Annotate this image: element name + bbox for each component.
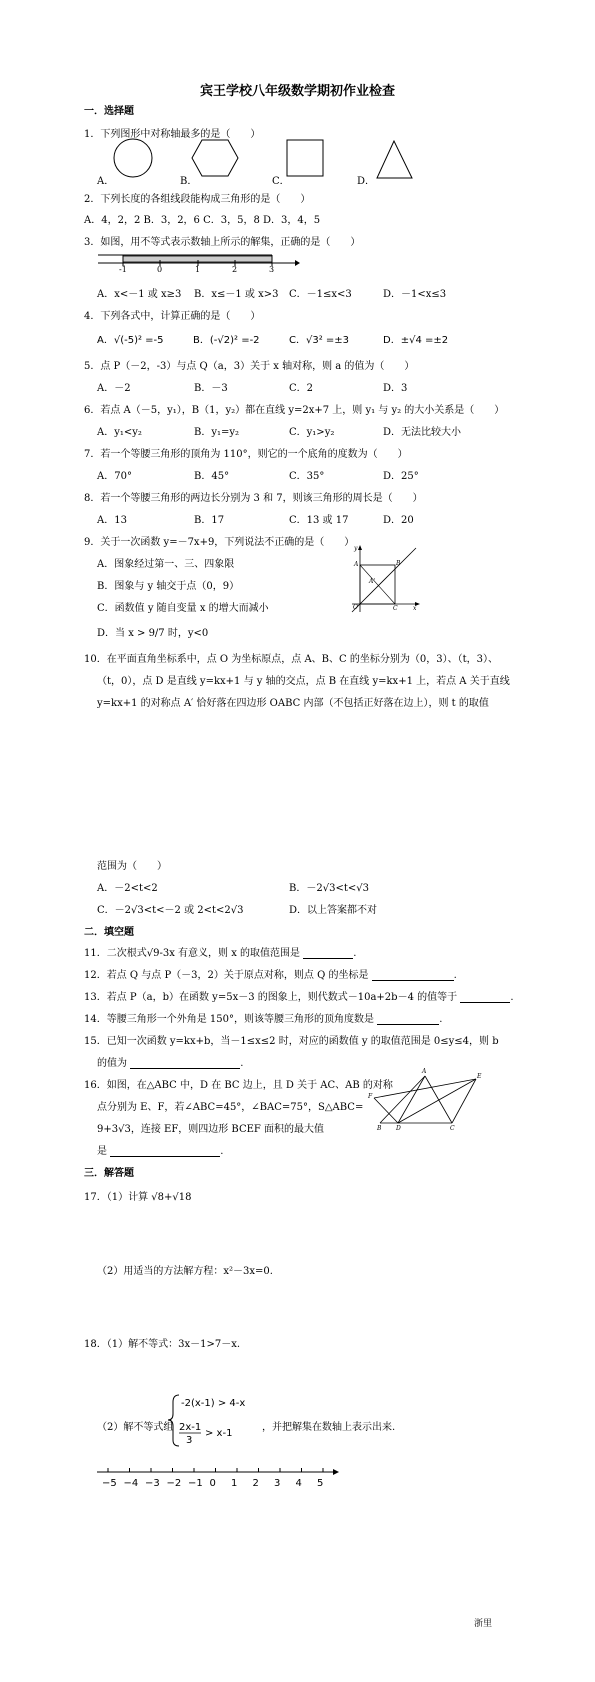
question-18-part2-suffix: ，并把解集在数轴上表示出来.	[262, 1422, 396, 1433]
question-4-stem: 4．下列各式中，计算正确的是（ ）	[84, 311, 261, 322]
section-heading-choice: 一．选择题	[84, 106, 134, 117]
q8-option-d: D．20	[383, 515, 414, 526]
section-heading-solve: 三．解答题	[84, 1168, 134, 1179]
q18-tick-label-2: −3	[145, 1478, 160, 1489]
q18-tick-label-6: 1	[231, 1478, 238, 1489]
q6-option-d: D．无法比较大小	[383, 427, 462, 438]
q18-tick-label-10: 5	[317, 1478, 324, 1489]
q6-option-a: A．y₁<y₂	[97, 427, 142, 438]
q7-option-a: A．70°	[97, 471, 132, 482]
question-7-stem: 7．若一个等腰三角形的顶角为 110°，则它的一个底角的度数为（ ）	[84, 449, 408, 460]
question-12: 12．若点 Q 与点 P（－3，2）关于原点对称，则点 Q 的坐标是 .	[84, 970, 457, 981]
question-9-stem: 9．关于一次函数 y=－7x+9，下列说法不正确的是（ ）	[84, 537, 355, 548]
q3-tick-1: 1	[195, 265, 201, 274]
question-18-part2-prefix: （2）解不等式组	[97, 1422, 174, 1433]
question-2-stem: 2．下列长度的各组线段能构成三角形的是（ ）	[84, 194, 311, 205]
q3-option-c: C．－1≤x<3	[289, 289, 352, 300]
q16-label-e: E	[477, 1073, 482, 1080]
question-16-line4: 是 .	[97, 1146, 224, 1157]
question-10-line1: 10．在平面直角坐标系中，点 O 为坐标原点，点 A、B、C 的坐标分别为（0，3）、（t，3）、	[84, 654, 498, 665]
question-15-line1: 15．已知一次函数 y=kx+b，当－1≤x≤2 时，对应的函数值 y 的取值范围是 0≤y≤4，则 b	[84, 1036, 499, 1047]
q10-option-d: D．以上答案都不对	[289, 905, 378, 916]
q1-option-a: A．	[97, 176, 115, 187]
q2-options: A．4，2，2 B．3，2，6 C．3，5，8 D．3，4，5	[84, 215, 321, 226]
q16-label-a: A	[422, 1068, 427, 1075]
q16-label-f: F	[368, 1093, 373, 1100]
question-18-part1: 18．（1）解不等式：3x－1>7－x.	[84, 1339, 241, 1350]
q3-tick-0: 0	[157, 265, 163, 274]
q6-option-c: C．y₁>y₂	[289, 427, 335, 438]
q3-option-b: B．x≤－1 或 x>3	[194, 289, 279, 300]
q8-option-c: C．13 或 17	[289, 515, 349, 526]
footer-note: 浙里	[474, 1619, 493, 1629]
q18-tick-label-9: 4	[295, 1478, 302, 1489]
question-17-part2: （2）用适当的方法解方程：x²－3x=0.	[97, 1266, 273, 1277]
question-8-stem: 8．若一个等腰三角形的两边长分别为 3 和 7，则该三角形的周长是（ ）	[84, 493, 423, 504]
question-15-line2: 的值为 .	[97, 1058, 244, 1069]
system-inequality-2-numerator: 2x-1	[179, 1422, 202, 1433]
page-title: 宾王学校八年级数学期初作业检查	[199, 84, 395, 99]
question-16-line2: 点分别为 E、F，若∠ABC=45°，∠BAC=75°，S△ABC=	[97, 1102, 364, 1113]
q1-option-c: C．	[272, 176, 290, 187]
question-6-stem: 6．若点 A（－5，y₁），B（1，y₂）都在直线 y=2x+7 上，则 y₁ 与 y₂ 的大小关系是（ ）	[84, 405, 505, 416]
q1-option-b: B．	[180, 176, 198, 187]
q18-tick-label-4: −1	[188, 1478, 203, 1489]
q18-tick-label-0: −5	[102, 1478, 117, 1489]
q10-option-c: C．－2√3<t<－2 或 2<t<2√3	[97, 905, 244, 916]
q9-label-o: O	[353, 604, 358, 611]
q9-label-b: B	[396, 560, 401, 567]
q9-option-b: B．图象与 y 轴交于点（0，9）	[97, 581, 240, 592]
q5-option-b: B．－3	[194, 383, 228, 394]
question-14: 14．等腰三角形一个外角是 150°，则该等腰三角形的顶角度数是 .	[84, 1014, 443, 1025]
q16-label-d: D	[396, 1125, 401, 1132]
system-inequality-1: -2(x-1) > 4-x	[181, 1398, 246, 1409]
q6-option-b: B．y₁=y₂	[194, 427, 240, 438]
q9-label-y: y	[354, 545, 358, 552]
question-17-part1: 17．（1）计算 √8+√18	[84, 1192, 192, 1203]
q3-tick-2: 2	[232, 265, 238, 274]
q3-option-d: D．－1<x≤3	[383, 289, 447, 300]
question-13: 13．若点 P（a，b）在函数 y=5x－3 的图象上，则代数式－10a+2b－4 的值等于 .	[84, 992, 514, 1003]
q9-label-x: x	[413, 605, 417, 612]
q4-option-d: D．±√4 =±2	[383, 335, 449, 346]
q16-label-c: C	[450, 1125, 455, 1132]
q8-option-b: B．17	[194, 515, 225, 526]
q9-option-a: A．图象经过第一、三、四象限	[97, 559, 235, 570]
system-inequality-2-rest: > x-1	[205, 1428, 233, 1439]
q7-option-c: C．35°	[289, 471, 325, 482]
q9-label-a: A	[354, 561, 359, 568]
q3-tick-neg1: -1	[119, 265, 127, 274]
q16-label-b: B	[377, 1125, 382, 1132]
q18-tick-label-7: 2	[252, 1478, 259, 1489]
question-16-line3: 9+3√3，连接 EF，则四边形 BCEF 面积的最大值	[97, 1124, 325, 1135]
question-10-line3: y=kx+1 的对称点 A′ 恰好落在四边形 OABC 内部（不包括正好落在边上），则 t 的取值	[97, 698, 489, 709]
q18-tick-label-1: −4	[123, 1478, 139, 1489]
question-10-line2: （t，0），点 D 是直线 y=kx+1 与 y 轴的交点，点 B 在直线 y=kx+1 上，若点 A 关于直线	[97, 676, 510, 687]
q3-tick-3: 3	[269, 265, 275, 274]
q1-option-d: D．	[357, 176, 376, 187]
q7-option-b: B．45°	[194, 471, 230, 482]
q18-tick-label-3: −2	[166, 1478, 182, 1489]
question-1-stem: 1．下列图形中对称轴最多的是（ ）	[84, 129, 261, 140]
section-heading-fill: 二．填空题	[84, 927, 134, 938]
q18-tick-label-8: 3	[274, 1478, 281, 1489]
q7-option-d: D．25°	[383, 471, 419, 482]
q9-label-a-prime: A'	[369, 578, 375, 585]
question-16-line1: 16．如图，在△ABC 中，D 在 BC 边上，且 D 关于 AC、AB 的对称	[84, 1080, 393, 1091]
q8-option-a: A．13	[97, 515, 127, 526]
question-3-stem: 3．如图，用不等式表示数轴上所示的解集，正确的是（ ）	[84, 237, 361, 248]
question-5-stem: 5．点 P（－2，-3）与点 Q（a，3）关于 x 轴对称，则 a 的值为（ ）	[84, 361, 415, 372]
question-10-line4: 范围为（ ）	[97, 861, 167, 872]
q4-option-a: A．√(-5)² =-5	[97, 335, 164, 346]
q10-option-a: A．－2<t<2	[97, 883, 158, 894]
question-11: 11．二次根式√9-3x 有意义，则 x 的取值范围是 .	[84, 948, 357, 959]
q4-option-b: B．(-√2)² =-2	[193, 335, 260, 346]
q3-option-a: A．x<－1 或 x≥3	[97, 289, 182, 300]
q5-option-d: D．3	[383, 383, 408, 394]
q9-option-d: D．当 x > 9/7 时，y<0	[97, 628, 209, 639]
q5-option-c: C．2	[289, 383, 314, 394]
system-inequality-2-denominator: 3	[186, 1435, 193, 1446]
q4-option-c: C．√3² =±3	[289, 335, 350, 346]
q18-tick-label-5: 0	[209, 1478, 216, 1489]
q9-label-c: C	[393, 605, 398, 612]
q9-option-c: C．函数值 y 随自变量 x 的增大而减小	[97, 603, 269, 614]
q10-option-b: B．－2√3<t<√3	[289, 883, 369, 894]
q5-option-a: A．－2	[97, 383, 131, 394]
